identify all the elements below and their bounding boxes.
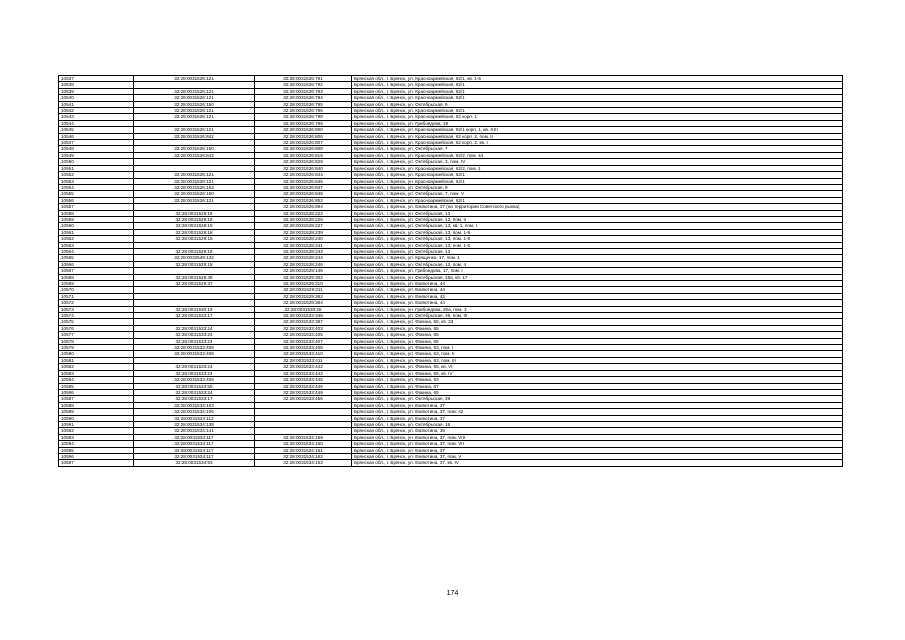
- land-cadastral-number-cell: 32:28:0032549:132: [134, 255, 255, 261]
- land-cadastral-number-cell: 32:28:0031533:17: [134, 396, 255, 402]
- row-number-cell: 10585: [59, 383, 134, 389]
- row-number-cell: 10547: [59, 140, 134, 146]
- address-cell: Брянская обл., г. Брянск, ул. Красноармейская, 62/1: [352, 197, 843, 203]
- address-cell: Брянская обл., г. Брянск, ул. Красноармейская, 62/1: [352, 108, 843, 114]
- land-cadastral-number-cell: 32:28:0031534:141: [134, 428, 255, 434]
- row-number-cell: 10589: [59, 409, 134, 415]
- land-cadastral-number-cell: 32:28:0031528:18: [134, 210, 255, 216]
- address-cell: Брянская обл., г. Брянск, ул. Октябрьская, 9: [352, 184, 843, 190]
- object-cadastral-number-cell: 32:28:0031533:407: [255, 338, 352, 344]
- row-number-cell: 10556: [59, 197, 134, 203]
- row-number-cell: 10595: [59, 447, 134, 453]
- object-cadastral-number-cell: 32:28:0031526:798: [255, 114, 352, 120]
- address-cell: Брянская обл., г. Брянск, ул. Красноармейская, 62/1: [352, 172, 843, 178]
- address-cell: Брянская обл., г. Брянск, ул. Фокина, 63, пом. II: [352, 351, 843, 357]
- object-cadastral-number-cell: 32:28:0031528:239: [255, 229, 352, 235]
- object-cadastral-number-cell: 32:28:0031526:840: [255, 165, 352, 171]
- table-row: [59, 460, 843, 466]
- land-cadastral-number-cell: 32:28:0031526:121: [134, 88, 255, 94]
- land-cadastral-number-cell: 32:28:0031533:24: [134, 370, 255, 376]
- object-cadastral-number-cell: 32:28:0031533:405: [255, 332, 352, 338]
- land-cadastral-number-cell: 32:28:0031526:150: [134, 191, 255, 197]
- row-number-cell: 10539: [59, 88, 134, 94]
- registry-table: [58, 75, 843, 467]
- row-number-cell: 10583: [59, 370, 134, 376]
- row-number-cell: 10576: [59, 325, 134, 331]
- object-cadastral-number-cell: 32:28:0031533:446: [255, 383, 352, 389]
- address-cell: Брянская обл., г. Брянск, ул. Октябрьская, 7: [352, 146, 843, 152]
- address-cell: Брянская обл., г. Брянск, ул. Фокина, 65: [352, 332, 843, 338]
- row-number-cell: 10578: [59, 338, 134, 344]
- land-cadastral-number-cell: 32:28:0031529:37: [134, 281, 255, 287]
- row-number-cell: 10542: [59, 108, 134, 114]
- address-cell: Брянская обл., г. Брянск, ул. Красноармейская, 62/1 корп. 1, кв. XXI: [352, 127, 843, 133]
- row-number-cell: 10591: [59, 421, 134, 427]
- object-cadastral-number-cell: 32:28:0031526:807: [255, 140, 352, 146]
- address-cell: Брянская обл., г. Брянск, ул. Красноармейская, 62 корп. 2, пом. II: [352, 133, 843, 139]
- address-cell: Брянская обл., г. Брянск, ул. Октябрьская, 13, пом. 1-5: [352, 242, 843, 248]
- land-cadastral-number-cell: 32:28:0031533:24: [134, 325, 255, 331]
- object-cadastral-number-cell: 32:28:0031526:894: [255, 204, 352, 210]
- address-cell: Брянская обл., г. Брянск, ул. Фокина, 65: [352, 325, 843, 331]
- object-cadastral-number-cell: 32:28:0031526:819: [255, 152, 352, 158]
- land-cadastral-number-cell: 32:28:0031528:18: [134, 236, 255, 242]
- address-cell: Брянская обл., г. Брянск, ул. Емлютина, 35: [352, 428, 843, 434]
- row-number-cell: 10548: [59, 146, 134, 152]
- land-cadastral-number-cell: 32:28:0031528:18: [134, 261, 255, 267]
- row-number-cell: 10543: [59, 114, 134, 120]
- object-cadastral-number-cell: 32:28:0031534:159: [255, 434, 352, 440]
- address-cell: Брянская обл., г. Брянск, ул. Фокина, 65: [352, 338, 843, 344]
- address-cell: Брянская обл., г. Брянск, ул. Емлютина, 37, пом. VIII: [352, 434, 843, 440]
- object-cadastral-number-cell: 32:28:0031534:163: [255, 460, 352, 466]
- row-number-cell: 10551: [59, 165, 134, 171]
- land-cadastral-number-cell: 32:28:0031528:18: [134, 229, 255, 235]
- row-number-cell: 10581: [59, 357, 134, 363]
- land-cadastral-number-cell: 32:28:0031526:150: [134, 101, 255, 107]
- object-cadastral-number-cell: 32:28:0031533:449: [255, 389, 352, 395]
- row-number-cell: 10580: [59, 351, 134, 357]
- row-number-cell: 10564: [59, 248, 134, 254]
- land-cadastral-number-cell: 32:28:0031534:117: [134, 441, 255, 447]
- object-cadastral-number-cell: 32:28:0031528:241: [255, 242, 352, 248]
- row-number-cell: 10596: [59, 453, 134, 459]
- address-cell: Брянская обл., г. Брянск, ул. Фокина, 67: [352, 383, 843, 389]
- address-cell: Брянская обл., г. Брянск, ул. Емлютина, 44: [352, 300, 843, 306]
- address-cell: Брянская обл., г. Брянск, ул. Грибоедова, 26а, пом. 3: [352, 306, 843, 312]
- object-cadastral-number-cell: 32:28:0031529:302: [255, 274, 352, 280]
- address-cell: Брянская обл., г. Брянск, ул. Октябрьская, 13, кв. 1, пом. I: [352, 223, 843, 229]
- address-cell: Брянская обл., г. Брянск, ул. Емлютина, 37, пом. 42: [352, 409, 843, 415]
- object-cadastral-number-cell: 32:28:0031534:162: [255, 453, 352, 459]
- address-cell: Брянская обл., г. Брянск, ул. Красноармейская, 62/1, кв. 1-5: [352, 76, 843, 82]
- row-number-cell: 10586: [59, 389, 134, 395]
- object-cadastral-number-cell: 32:28:0031526:792: [255, 82, 352, 88]
- address-cell: Брянская обл., г. Брянск, ул. Грибоедова, 19: [352, 120, 843, 126]
- address-cell: Брянская обл., г. Брянск, ул. Октябрьская, 3, пом. IV: [352, 159, 843, 165]
- land-cadastral-number-cell: 32:28:0031533:24: [134, 332, 255, 338]
- land-cadastral-number-cell: 32:28:0031530:19: [134, 306, 255, 312]
- address-cell: Брянская обл., г. Брянск, ул. Октябрьская, 25а, кв. 17: [352, 274, 843, 280]
- address-cell: Брянская обл., г. Брянск, ул. Емлютина, 42: [352, 293, 843, 299]
- row-number-cell: 10565: [59, 255, 134, 261]
- address-cell: Брянская обл., г. Брянск, ул. Емлютина, 37 (на территории Советского рынка): [352, 204, 843, 210]
- row-number-cell: 10550: [59, 159, 134, 165]
- address-cell: Брянская обл., г. Брянск, ул. Фокина, 63, пом. I: [352, 345, 843, 351]
- land-cadastral-number-cell: 32:28:0031534:93: [134, 460, 255, 466]
- row-number-cell: 10570: [59, 287, 134, 293]
- object-cadastral-number-cell: 32:28:0031533:411: [255, 357, 352, 363]
- address-cell: Брянская обл., г. Брянск, ул. Крященко, 17, пом. 1: [352, 255, 843, 261]
- address-cell: Брянская обл., г. Брянск, ул. Фокина, 65: [352, 389, 843, 395]
- land-cadastral-number-cell: 32:28:0031526:121: [134, 95, 255, 101]
- row-number-cell: 10577: [59, 332, 134, 338]
- land-cadastral-number-cell: 32:28:0031533:408: [134, 377, 255, 383]
- row-number-cell: 10575: [59, 319, 134, 325]
- address-cell: Брянская обл., г. Брянск, ул. Октябрьская, 13: [352, 210, 843, 216]
- object-cadastral-number-cell: 32:28:0031526:794: [255, 95, 352, 101]
- registry-table-body: [59, 76, 843, 467]
- land-cadastral-number-cell: 32:28:0031526:153: [134, 184, 255, 190]
- object-cadastral-number-cell: 32:28:0031526:848: [255, 191, 352, 197]
- land-cadastral-number-cell: 32:28:0031526:121: [134, 127, 255, 133]
- row-number-cell: 10563: [59, 242, 134, 248]
- address-cell: Брянская обл., г. Брянск, ул. Красноармейская, 62/2, пом. 44: [352, 152, 843, 158]
- address-cell: Брянская обл., г. Брянск, ул. Емлютина, 37: [352, 415, 843, 421]
- land-cadastral-number-cell: 32:28:0031534:138: [134, 421, 255, 427]
- object-cadastral-number-cell: 32:28:0031533:346: [255, 313, 352, 319]
- object-cadastral-number-cell: 32:28:0031526:795: [255, 101, 352, 107]
- row-number-cell: 10569: [59, 281, 134, 287]
- address-cell: Брянская обл., г. Брянск, ул. Фокина, 65, кв. VI: [352, 364, 843, 370]
- object-cadastral-number-cell: 32:28:0031526:791: [255, 76, 352, 82]
- land-cadastral-number-cell: 32:28:0031526:121: [134, 108, 255, 114]
- object-cadastral-number-cell: 32:28:0031526:844: [255, 172, 352, 178]
- row-number-cell: 10573: [59, 306, 134, 312]
- row-number-cell: 10574: [59, 313, 134, 319]
- address-cell: Брянская обл., г. Брянск, ул. Грибоедова, 17, пом. I: [352, 268, 843, 274]
- object-cadastral-number-cell: 32:28:0031528:223: [255, 210, 352, 216]
- object-cadastral-number-cell: 32:28:0031526:793: [255, 88, 352, 94]
- land-cadastral-number-cell: 32:28:0031533:24: [134, 338, 255, 344]
- address-cell: Брянская обл., г. Брянск, ул. Октябрьская, 7, пом. V: [352, 191, 843, 197]
- address-cell: Брянская обл., г. Брянск, ул. Емлютина, 44: [352, 287, 843, 293]
- row-number-cell: 10555: [59, 191, 134, 197]
- address-cell: Брянская обл., г. Брянск, ул. Фокина, 65, кв. 33: [352, 319, 843, 325]
- object-cadastral-number-cell: 32:28:0031533:408: [255, 345, 352, 351]
- row-number-cell: 10582: [59, 364, 134, 370]
- address-cell: Брянская обл., г. Брянск, ул. Октябрьская, 39: [352, 396, 843, 402]
- land-cadastral-number-cell: 32:28:0031529:48: [134, 274, 255, 280]
- object-cadastral-number-cell: 32:28:0031526:847: [255, 184, 352, 190]
- object-cadastral-number-cell: 32:28:0031534:161: [255, 447, 352, 453]
- row-number-cell: 10572: [59, 300, 134, 306]
- object-cadastral-number-cell: 32:28:0031528:240: [255, 236, 352, 242]
- row-number-cell: 10568: [59, 274, 134, 280]
- row-number-cell: 10588: [59, 402, 134, 408]
- row-number-cell: 10593: [59, 434, 134, 440]
- land-cadastral-number-cell: 32:28:0031533:56: [134, 383, 255, 389]
- object-cadastral-number-cell: 32:28:0031533:456: [255, 396, 352, 402]
- land-cadastral-number-cell: 32:28:0031533:408: [134, 351, 255, 357]
- object-cadastral-number-cell: 32:28:0031528:226: [255, 216, 352, 222]
- address-cell: Брянская обл., г. Брянск, ул. Октябрьская, 16: [352, 421, 843, 427]
- land-cadastral-number-cell: 32:28:0031533:24: [134, 389, 255, 395]
- object-cadastral-number-cell: 32:28:0031526:796: [255, 108, 352, 114]
- land-cadastral-number-cell: 32:28:0031534:117: [134, 434, 255, 440]
- address-cell: Брянская обл., г. Брянск, ул. Красноармейская, 62/1: [352, 82, 843, 88]
- land-cadastral-number-cell: 32:28:0031526:121: [134, 76, 255, 82]
- row-number-cell: 10552: [59, 172, 134, 178]
- object-cadastral-number-cell: 32:28:0031533:443: [255, 370, 352, 376]
- land-cadastral-number-cell: 32:28:0031534:112: [134, 415, 255, 421]
- address-cell: Брянская обл., г. Брянск, ул. Фокина, 65, кв. IV: [352, 370, 843, 376]
- row-number-cell: 10541: [59, 101, 134, 107]
- row-number-cell: 10560: [59, 223, 134, 229]
- address-cell: Брянская обл., г. Брянск, ул. Октябрьская, 13, пом. 1-8: [352, 236, 843, 242]
- object-cadastral-number-cell: 32:28:0031533:387: [255, 319, 352, 325]
- object-cadastral-number-cell: 32:28:0031526:829: [255, 159, 352, 165]
- object-cadastral-number-cell: 32:28:0031529:146: [255, 268, 352, 274]
- page-number: 174: [446, 590, 459, 597]
- land-cadastral-number-cell: 32:28:0031528:18: [134, 223, 255, 229]
- address-cell: Брянская обл., г. Брянск, ул. Емлютина, 37: [352, 402, 843, 408]
- row-number-cell: 10571: [59, 293, 134, 299]
- address-cell: Брянская обл., г. Брянск, ул. Емлютина, 37, кв. IV: [352, 460, 843, 466]
- land-cadastral-number-cell: 32:28:0031528:18: [134, 248, 255, 254]
- row-number-cell: 10590: [59, 415, 134, 421]
- row-number-cell: 10538: [59, 82, 134, 88]
- address-cell: Брянская обл., г. Брянск, ул. Октябрьская, 9: [352, 101, 843, 107]
- object-cadastral-number-cell: 32:28:0031533:410: [255, 351, 352, 357]
- land-cadastral-number-cell: 32:28:0031533:17: [134, 313, 255, 319]
- address-cell: Брянская обл., г. Брянск, ул. Красноармейская, 62 корп. 1: [352, 114, 843, 120]
- row-number-cell: 10592: [59, 428, 134, 434]
- row-number-cell: 10567: [59, 268, 134, 274]
- row-number-cell: 10544: [59, 120, 134, 126]
- object-cadastral-number-cell: 32:28:0031529:311: [255, 287, 352, 293]
- land-cadastral-number-cell: 32:28:0031534:117: [134, 453, 255, 459]
- address-cell: Брянская обл., г. Брянск, ул. Октябрьская, 13, пом. 4: [352, 261, 843, 267]
- row-number-cell: 10584: [59, 377, 134, 383]
- row-number-cell: 10566: [59, 261, 134, 267]
- row-number-cell: 10579: [59, 345, 134, 351]
- row-number-cell: 10545: [59, 127, 134, 133]
- row-number-cell: 10553: [59, 178, 134, 184]
- object-cadastral-number-cell: 32:28:0031526:806: [255, 133, 352, 139]
- land-cadastral-number-cell: 32:28:0031528:18: [134, 216, 255, 222]
- object-cadastral-number-cell: 32:28:0031526:808: [255, 146, 352, 152]
- row-number-cell: 10537: [59, 76, 134, 82]
- address-cell: Брянская обл., г. Брянск, ул. Фокина, 63, пом. III: [352, 357, 843, 363]
- object-cadastral-number-cell: 32:28:0031529:362: [255, 293, 352, 299]
- object-cadastral-number-cell: 32:28:0031528:246: [255, 261, 352, 267]
- address-cell: Брянская обл., г. Брянск, ул. Октябрьская, 13: [352, 248, 843, 254]
- address-cell: Брянская обл., г. Брянск, ул. Октябрьская, 13, пом. II: [352, 216, 843, 222]
- land-cadastral-number-cell: 32:28:0031526:842: [134, 133, 255, 139]
- object-cadastral-number-cell: 32:28:0031533:442: [255, 364, 352, 370]
- row-number-cell: 10540: [59, 95, 134, 101]
- object-cadastral-number-cell: 32:28:0031526:800: [255, 127, 352, 133]
- address-cell: Брянская обл., г. Брянск, ул. Емлютина, 37, пом. V: [352, 453, 843, 459]
- row-number-cell: 10559: [59, 216, 134, 222]
- address-cell: Брянская обл., г. Брянск, ул. Фокина, 63: [352, 377, 843, 383]
- object-cadastral-number-cell: 32:28:0031533:403: [255, 325, 352, 331]
- row-number-cell: 10587: [59, 396, 134, 402]
- row-number-cell: 10549: [59, 152, 134, 158]
- address-cell: Брянская обл., г. Брянск, ул. Октябрьская, 13, пом. 1-8: [352, 229, 843, 235]
- address-cell: Брянская обл., г. Брянск, ул. Красноармейская, 62 корп. 2, кв. I: [352, 140, 843, 146]
- row-number-cell: 10594: [59, 441, 134, 447]
- row-number-cell: 10557: [59, 204, 134, 210]
- address-cell: Брянская обл., г. Брянск, ул. Емлютина, 37, пом. VII: [352, 441, 843, 447]
- address-cell: Брянская обл., г. Брянск, ул. Емлютина, 37: [352, 447, 843, 453]
- object-cadastral-number-cell: 32:28:0031526:799: [255, 120, 352, 126]
- land-cadastral-number-cell: 32:28:0031526:121: [134, 114, 255, 120]
- object-cadastral-number-cell: 32:28:0031534:160: [255, 441, 352, 447]
- address-cell: Брянская обл., г. Брянск, ул. Красноармейская, 62/2, пом. 1: [352, 165, 843, 171]
- object-cadastral-number-cell: 32:28:0031529:310: [255, 281, 352, 287]
- object-cadastral-number-cell: 32:28:0031528:243: [255, 248, 352, 254]
- row-number-cell: 10561: [59, 229, 134, 235]
- land-cadastral-number-cell: 32:28:0031526:121: [134, 172, 255, 178]
- land-cadastral-number-cell: 32:28:0031533:408: [134, 345, 255, 351]
- land-cadastral-number-cell: 32:28:0031534:106: [134, 409, 255, 415]
- object-cadastral-number-cell: 32:28:0031526:852: [255, 197, 352, 203]
- object-cadastral-number-cell: 32:28:0031533:445: [255, 377, 352, 383]
- object-cadastral-number-cell: 32:28:0031528:227: [255, 223, 352, 229]
- land-cadastral-number-cell: 32:28:0031533:24: [134, 364, 255, 370]
- row-number-cell: 10558: [59, 210, 134, 216]
- address-cell: Брянская обл., г. Брянск, ул. Красноармейская, 62/1: [352, 95, 843, 101]
- land-cadastral-number-cell: 32:28:0031534:103: [134, 402, 255, 408]
- object-cadastral-number-cell: 32:28:0031528:244: [255, 255, 352, 261]
- address-cell: Брянская обл., г. Брянск, ул. Емлютина, 44: [352, 281, 843, 287]
- object-cadastral-number-cell: 32:28:0031529:364: [255, 300, 352, 306]
- land-cadastral-number-cell: 32:28:0031526:121: [134, 197, 255, 203]
- land-cadastral-number-cell: 32:28:0031526:121: [134, 178, 255, 184]
- row-number-cell: 10597: [59, 460, 134, 466]
- land-cadastral-number-cell: 32:28:0031526:150: [134, 146, 255, 152]
- row-number-cell: 10546: [59, 133, 134, 139]
- address-cell: Брянская обл., г. Брянск, ул. Красноармейская, 62/1: [352, 88, 843, 94]
- land-cadastral-number-cell: 32:28:0031526:842: [134, 152, 255, 158]
- address-cell: Брянская обл., г. Брянск, ул. Красноармейская, 62/1: [352, 178, 843, 184]
- object-cadastral-number-cell: 32:28:0031530:28: [255, 306, 352, 312]
- row-number-cell: 10562: [59, 236, 134, 242]
- address-cell: Брянская обл., г. Брянск, ул. Октябрьская, 39, пом. III: [352, 313, 843, 319]
- row-number-cell: 10554: [59, 184, 134, 190]
- object-cadastral-number-cell: 32:28:0031526:845: [255, 178, 352, 184]
- land-cadastral-number-cell: 32:28:0031534:117: [134, 447, 255, 453]
